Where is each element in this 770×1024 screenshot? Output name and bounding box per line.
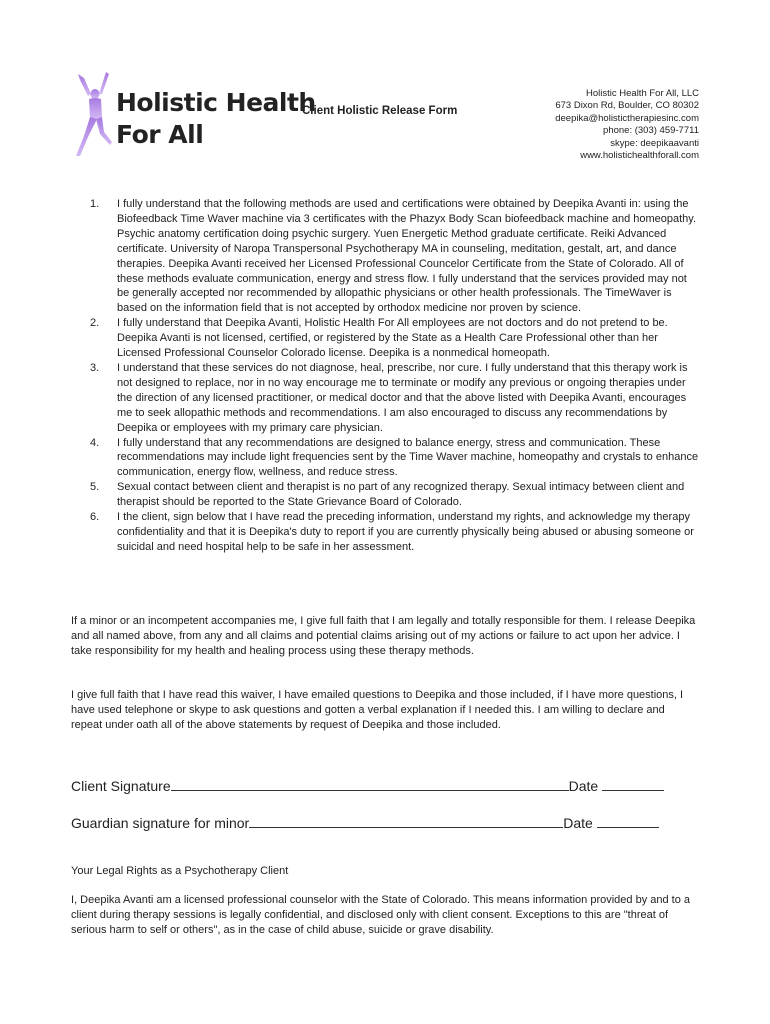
logo-title-line2: For All (116, 120, 204, 149)
list-item (90, 361, 700, 436)
item-number: 6. (90, 511, 100, 524)
form-title: Client Holistic Release Form (302, 105, 458, 117)
guardian-signature-row (71, 813, 691, 831)
logo (72, 72, 316, 162)
client-date-field[interactable] (602, 776, 664, 791)
item-number: 3. (90, 361, 100, 374)
item-number: 2. (90, 317, 100, 330)
legal-rights-heading: Your Legal Rights as a Psychotherapy Client (71, 865, 289, 877)
minor-responsibility-paragraph: If a minor or an incompetent accompanies me, I give full faith that I am legally and totally responsible for them. I release Deepika and all named above, from any and all claims and potential claims arising out of my actions or failure to act upon her advice. I take responsibility for my health and healing process using these therapy methods. (71, 615, 696, 657)
item-number: 5. (90, 481, 100, 494)
legal-rights-paragraph: I, Deepika Avanti am a licensed professional counselor with the State of Colorado. This means information provided by and to a client during therapy sessions is legally confidential, and disclosed only with client consent. Exceptions to this are "threat of serious harm to self or others", as in the case of child abuse, suicide or grave disability. (71, 894, 691, 936)
list-item (90, 510, 700, 555)
contact-block (439, 88, 699, 162)
website-link[interactable]: www.holistichealthforall.com (580, 150, 699, 162)
skype-handle: skype: deepikaavanti (610, 137, 699, 149)
list-item (90, 436, 700, 481)
guardian-signature-field[interactable] (249, 813, 563, 828)
dancing-figure-icon (72, 72, 116, 162)
guardian-date-field[interactable] (597, 813, 659, 828)
email-link[interactable]: deepika@holistictherapiesinc.com (555, 112, 699, 124)
list-item (90, 316, 700, 361)
company-name: Holistic Health For All, LLC (586, 88, 699, 99)
logo-title-line1: Holistic Health (116, 88, 316, 117)
date-label: Date (568, 778, 599, 794)
release-terms-list (90, 197, 700, 555)
guardian-signature-label: Guardian signature for minor (71, 815, 250, 831)
waiver-faith-paragraph: I give full faith that I have read this waiver, I have emailed questions to Deepika and those included, if I have more questions, I have used telephone or skype to ask questions and gotten a verbal explanation if I needed this. I am willing to declare and repeat under oath all of the above statements by request of Deepika and those included. (71, 689, 684, 731)
phone-number: phone: (303) 459-7711 (603, 125, 699, 137)
client-signature-row (71, 776, 691, 794)
item-text: Sexual contact between client and therapist is no part of any recognized therapy. Sexual intimacy between client and therapist should be reported to the State Grievance Board of Colorado. (117, 481, 685, 509)
item-number: 4. (90, 436, 100, 449)
date-label: Date (563, 815, 593, 831)
company-address: 673 Dixon Rd, Boulder, CO 80302 (555, 100, 699, 112)
document-header (0, 0, 770, 170)
client-signature-label: Client Signature (71, 778, 171, 794)
item-number: 1. (90, 198, 100, 210)
item-text: I fully understand that any recommendations are designed to balance energy, stress and communication. These recommendations may include light frequencies sent by the Time Waver machine, homeopathy and crystals to enhance communication, energy flow, wellness, and reduce stress. (117, 436, 699, 479)
item-text: I fully understand that the following methods are used and certifications were obtained by Deepika Avanti in: using the Biofeedback Time Waver machine via 3 certificates with the Phazyx Body Scan biofeedback machine and homeopathy. Psychic anatomy certification doing psychic surgery. Yuen Energetic Method graduate certificate. Reiki Advanced certificate. University of Naropa Transpersonal Psychotherapy MA in counseling, meditation, gestalt, art, and dance therapies. Deepika Avanti received her Licensed Professional Councelor Certificate from the State of Colorado. All of these methods evaluate communication, energy and stress flow. I fully understand that the services provided may not be generally accepted nor recommended by allopathic physicians or other health professionals. The TimeWaver is based on the information field that is not accepted by orthodox medicine nor proven by science. (117, 198, 697, 315)
list-item (90, 197, 700, 316)
item-text: I the client, sign below that I have read the preceding information, understand my rights, and acknowledge my therapy confidentiality and that it is Deepika's duty to report if you are currently physically being abused or abusing someone or suicidal and need hospital help to be safe in her assessment. (117, 511, 694, 553)
item-text: I fully understand that Deepika Avanti, Holistic Health For All employees are not doctors and do not pretend to be. Deepika Avanti is not licensed, certified, or registered by the State as a Health Care Professional other than her Licensed Professional Counselor Colorado license. Deepika is a nonmedical homeopath. (117, 317, 668, 360)
list-item (90, 480, 700, 510)
item-text: I understand that these services do not diagnose, heal, prescribe, nor cure. I fully understand that this therapy work is not designed to replace, nor in no way encourage me to terminate or modify any previous or ongoing therapies under the direction of any licensed practitioner, or medical doctor and that the above listed with Deepika Avanti, encourages me to seek allopathic methods and recommendations. I am also encouraged to discuss any recommendations by Deepika or employees with my primary care physician. (117, 361, 688, 434)
client-signature-field[interactable] (171, 776, 569, 791)
